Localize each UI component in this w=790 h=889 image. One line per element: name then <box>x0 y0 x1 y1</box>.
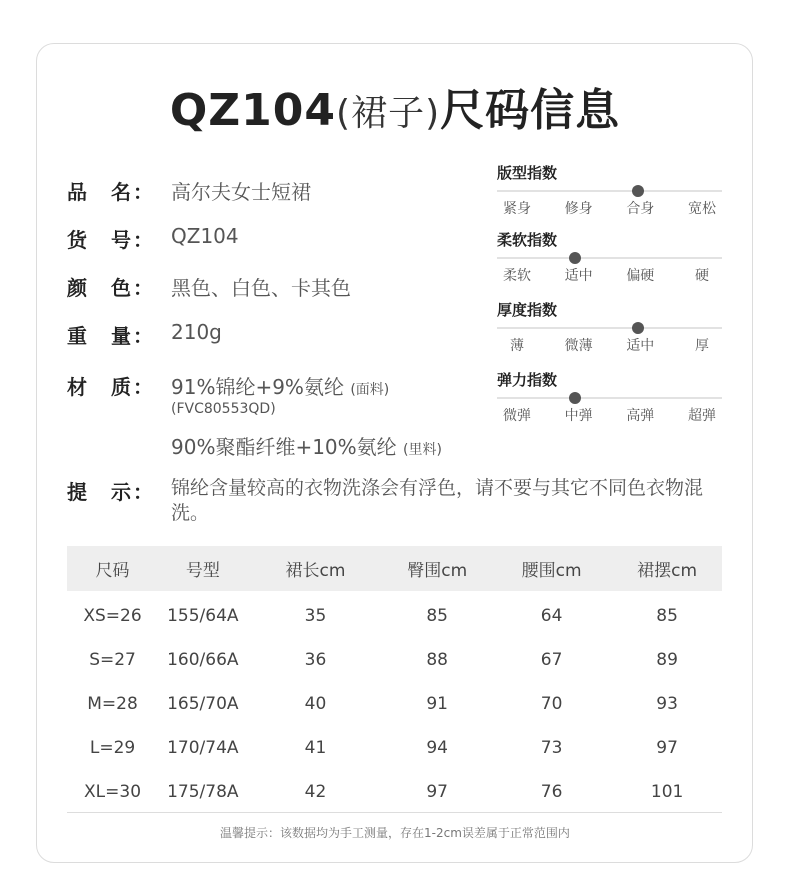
table-cell: 76 <box>540 782 563 802</box>
scale-label: 中弹 <box>564 408 593 424</box>
table-cell: 70 <box>540 694 563 714</box>
table-cell: 160/66A <box>167 650 239 670</box>
table-cell: 73 <box>540 738 563 758</box>
column-header: 尺码 <box>95 561 130 581</box>
table-cell: 85 <box>426 606 448 626</box>
info-value: 高尔夫女士短裙 <box>171 180 311 204</box>
material-lining-note: (里料) <box>403 442 442 458</box>
info-label: 品 名： <box>67 180 155 204</box>
scale-labels <box>497 265 722 285</box>
column-header: 臀围cm <box>407 561 468 581</box>
table-cell: 170/74A <box>167 738 239 758</box>
table-cell: 175/78A <box>167 782 239 802</box>
info-label: 颜 色： <box>67 276 155 300</box>
table-cell: 35 <box>304 606 327 626</box>
table-cell: 85 <box>656 606 678 626</box>
info-value: 210g <box>171 320 222 344</box>
title-code: QZ104 <box>169 85 337 136</box>
info-label: 货 号： <box>67 228 155 252</box>
material-fabric: 91%锦纶+9%氨纶 <box>171 375 344 399</box>
column-header: 裙摆cm <box>637 561 698 581</box>
material-line1 <box>171 371 389 400</box>
scale-labels <box>497 198 722 218</box>
table-cell: 88 <box>426 650 448 670</box>
divider <box>67 812 722 813</box>
table-cell: 97 <box>426 782 448 802</box>
scale-label: 超弹 <box>687 408 716 424</box>
column-header: 号型 <box>185 561 220 581</box>
table-cell: XS=26 <box>83 606 142 626</box>
title-suffix: 尺码信息 <box>440 85 621 136</box>
table-cell: 67 <box>540 650 563 670</box>
table-cell: 101 <box>650 782 684 802</box>
table-cell: 93 <box>656 694 678 714</box>
scale-labels <box>497 335 722 355</box>
table-cell: L=29 <box>89 738 136 758</box>
scale-track <box>497 397 722 399</box>
scale-labels <box>497 405 722 425</box>
scale-label: 合身 <box>626 201 655 217</box>
table-cell: 41 <box>304 738 327 758</box>
scale-label: 厚 <box>694 338 709 354</box>
scale-label: 硬 <box>694 268 709 284</box>
table-cell: S=27 <box>89 650 136 670</box>
scale-track <box>497 190 722 192</box>
scale-title: 厚度指数 <box>497 301 558 319</box>
page-title <box>0 74 790 138</box>
scale-indicator <box>632 322 644 334</box>
table-cell: 40 <box>304 694 327 714</box>
material-code: (FVC80553QD) <box>171 401 276 417</box>
info-value: 黑色、白色、卡其色 <box>171 276 351 300</box>
scale-track <box>497 327 722 329</box>
title-paren: (裙子) <box>336 93 441 134</box>
table-row <box>67 682 722 726</box>
scale-label: 薄 <box>510 338 524 354</box>
size-table <box>67 546 722 814</box>
scale-label: 柔软 <box>503 268 531 284</box>
footer-note: 温馨提示：该数据均为手工测量，存在1-2cm误差属于正常范围内 <box>220 826 570 840</box>
info-value: QZ104 <box>171 224 239 248</box>
table-row <box>67 591 722 638</box>
scale-label: 偏硬 <box>626 268 655 284</box>
scale-label: 适中 <box>626 338 655 354</box>
table-cell: 94 <box>426 738 448 758</box>
scale-label: 高弹 <box>626 408 655 424</box>
scale-title: 柔软指数 <box>497 231 558 249</box>
scale-label: 宽松 <box>687 201 716 217</box>
scale-title: 版型指数 <box>497 164 558 182</box>
material-lining: 90%聚酯纤维+10%氨纶 <box>171 435 397 459</box>
table-cell: 97 <box>656 738 678 758</box>
column-header: 腰围cm <box>521 561 582 581</box>
table-row <box>67 638 722 682</box>
info-label: 提 示： <box>67 480 155 504</box>
table-row <box>67 726 722 770</box>
info-label: 重 量： <box>67 324 155 348</box>
table-cell: XL=30 <box>84 782 142 802</box>
column-header: 裙长cm <box>285 561 346 581</box>
table-cell: 165/70A <box>167 694 239 714</box>
info-label: 材 质： <box>67 375 155 399</box>
scale-indicator <box>569 252 581 264</box>
material-line3 <box>171 431 442 460</box>
table-header-row <box>67 546 722 591</box>
scale-label: 微薄 <box>564 338 593 354</box>
tip-text: 锦纶含量较高的衣物洗涤会有浮色，请不要与其它不同色衣物混洗。 <box>171 477 704 524</box>
table-cell: 64 <box>540 606 563 626</box>
scale-title: 弹力指数 <box>497 371 558 389</box>
table-cell: 91 <box>426 694 448 714</box>
scale-label: 紧身 <box>503 201 531 217</box>
table-cell: 89 <box>656 650 678 670</box>
table-cell: M=28 <box>87 694 138 714</box>
scale-label: 适中 <box>564 268 593 284</box>
scale-indicator <box>569 392 581 404</box>
table-row <box>67 770 722 814</box>
material-fabric-note: (面料) <box>350 382 390 398</box>
table-cell: 155/64A <box>167 606 239 626</box>
table-cell: 36 <box>304 650 327 670</box>
scale-indicator <box>632 185 644 197</box>
scale-label: 修身 <box>564 201 593 217</box>
scale-label: 微弹 <box>503 408 531 424</box>
scale-track <box>497 257 722 259</box>
table-cell: 42 <box>304 782 327 802</box>
